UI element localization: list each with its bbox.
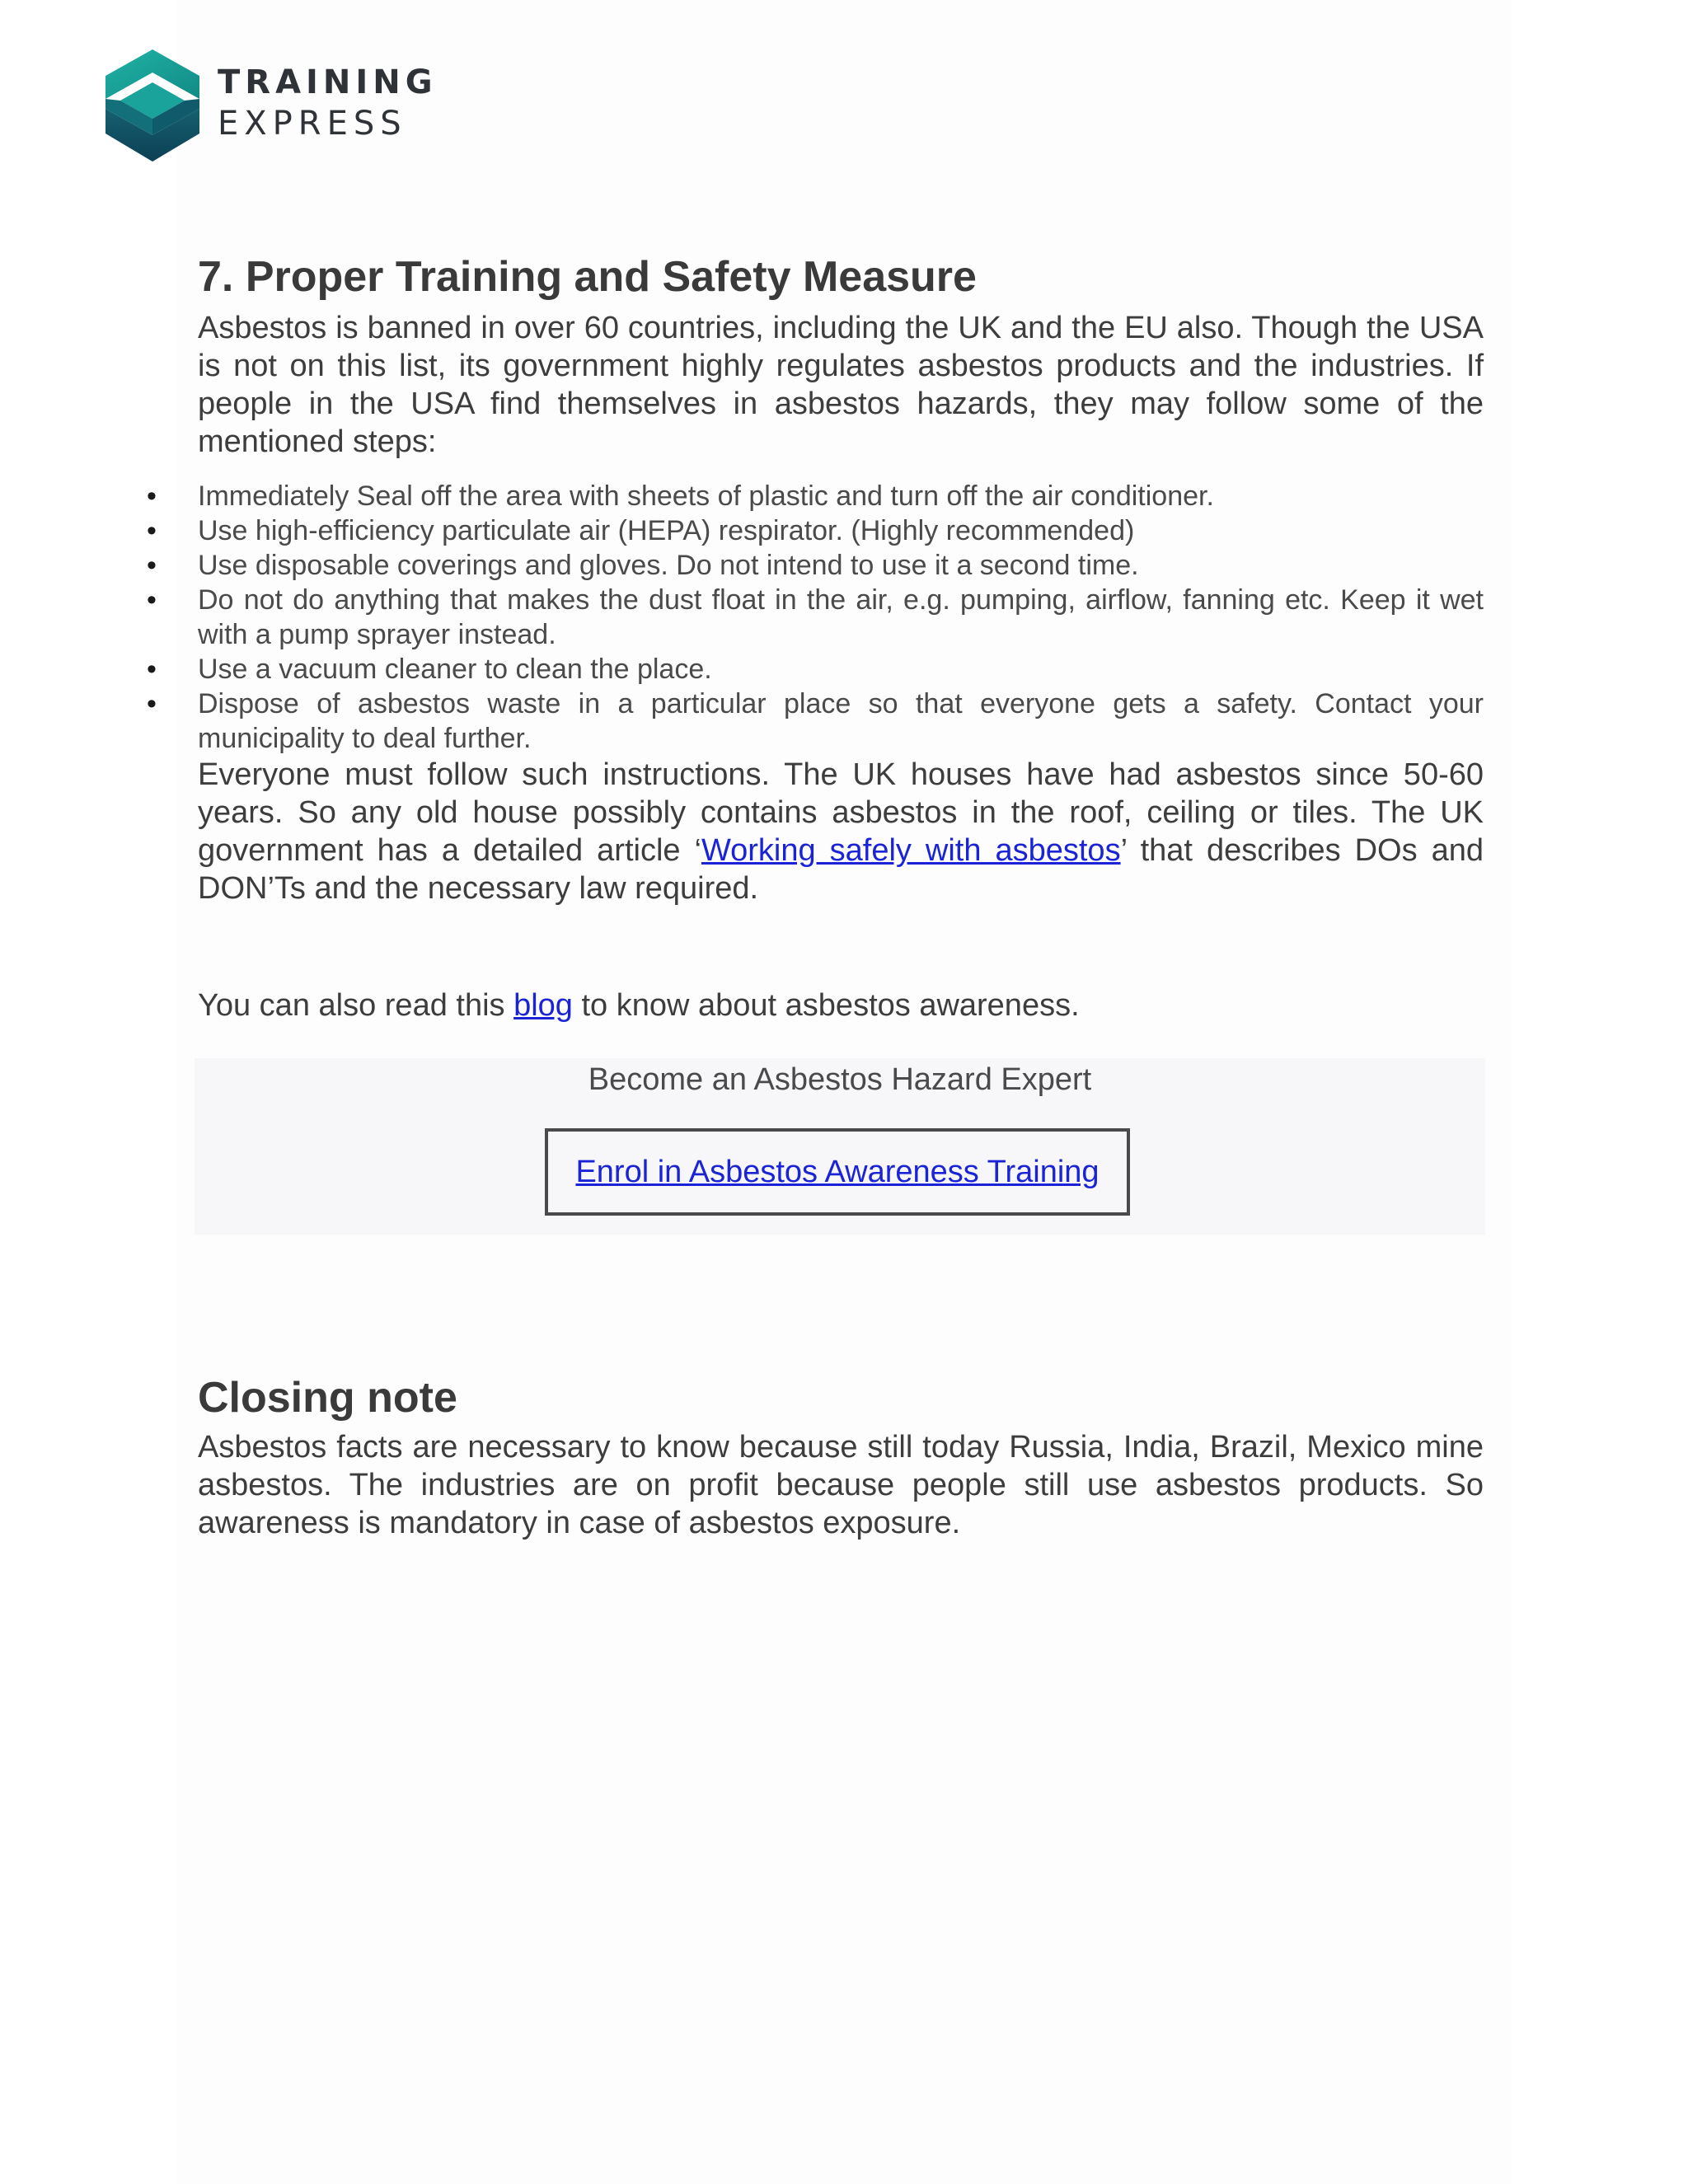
list-item-text: Use high-efficiency particulate air (HEPA) respirator. (Highly recommended) [198, 515, 1135, 547]
working-safely-link[interactable]: Working safely with asbestos [701, 833, 1121, 869]
safety-steps-list [147, 479, 1484, 756]
list-item [147, 583, 1484, 652]
logo-line-training: TRAINING [218, 63, 438, 101]
list-item [147, 479, 1484, 513]
bullet-icon: • [147, 550, 157, 582]
list-item [147, 513, 1484, 548]
blog-link[interactable]: blog [513, 988, 573, 1024]
list-item-text: Do not do anything that makes the dust float in the air, e.g. pumping, airflow, fanning etc. Keep it wet with a pump sprayer instead. [198, 584, 1484, 651]
enrol-button[interactable]: Enrol in Asbestos Awareness Training [545, 1128, 1130, 1216]
section-closing-note [198, 1372, 1484, 1542]
logo-line-express: EXPRESS [218, 105, 407, 143]
blog-text-end: to know about asbestos awareness. [572, 988, 1080, 1024]
blog-paragraph [198, 987, 1484, 1024]
hexagon-logo-icon [102, 48, 203, 163]
section-heading: 7. Proper Training and Safety Measure [198, 253, 977, 301]
list-item [147, 652, 1484, 687]
bullet-icon: • [147, 688, 157, 720]
closing-heading: Closing note [198, 1374, 457, 1422]
follow-paragraph [198, 756, 1484, 907]
section-proper-training [147, 251, 1484, 1024]
spacer [198, 907, 1484, 987]
bullet-icon: • [147, 654, 157, 686]
blog-text-start: You can also read this [198, 988, 514, 1024]
list-item-text: Immediately Seal off the area with sheets of plastic and turn off the air conditioner. [198, 480, 1214, 513]
training-express-logo[interactable] [102, 48, 438, 163]
list-item [147, 548, 1484, 583]
logo-wordmark [218, 63, 438, 143]
list-item [147, 687, 1484, 756]
intro-paragraph: Asbestos is banned in over 60 countries, including the UK and the EU also. Though the USA is not on this list, its government highly regulates asbestos products and the industries. If people in the USA find themselves in asbestos hazards, they may follow some of the mentioned steps: [198, 311, 1484, 460]
follow-text-start: Everyone must follow such instructions. The UK houses have had asbestos since 50-60 years. So any old house possibly contains asbestos in the roof, ceiling or tiles. The UK government has a detailed article ‘ [198, 757, 1484, 869]
list-item-text: Use a vacuum cleaner to clean the place. [198, 654, 712, 686]
bullet-icon: • [147, 480, 157, 513]
bullet-icon: • [147, 515, 157, 547]
closing-paragraph: Asbestos facts are necessary to know because still today Russia, India, Brazil, Mexico mine asbestos. The industries are on profit because people still use asbestos products. So awareness is mandatory in case of asbestos exposure. [198, 1430, 1484, 1541]
list-item-text: Use disposable coverings and gloves. Do not intend to use it a second time. [198, 550, 1139, 582]
cta-panel [195, 1058, 1485, 1235]
list-item-text: Dispose of asbestos waste in a particular place so that everyone gets a safety. Contact your municipality to deal further. [198, 688, 1484, 755]
follow-text-end: ’ that describes DOs and DON’Ts and the necessary law required. [198, 833, 1484, 907]
bullet-icon: • [147, 584, 157, 616]
cta-title: Become an Asbestos Hazard Expert [588, 1062, 1092, 1097]
